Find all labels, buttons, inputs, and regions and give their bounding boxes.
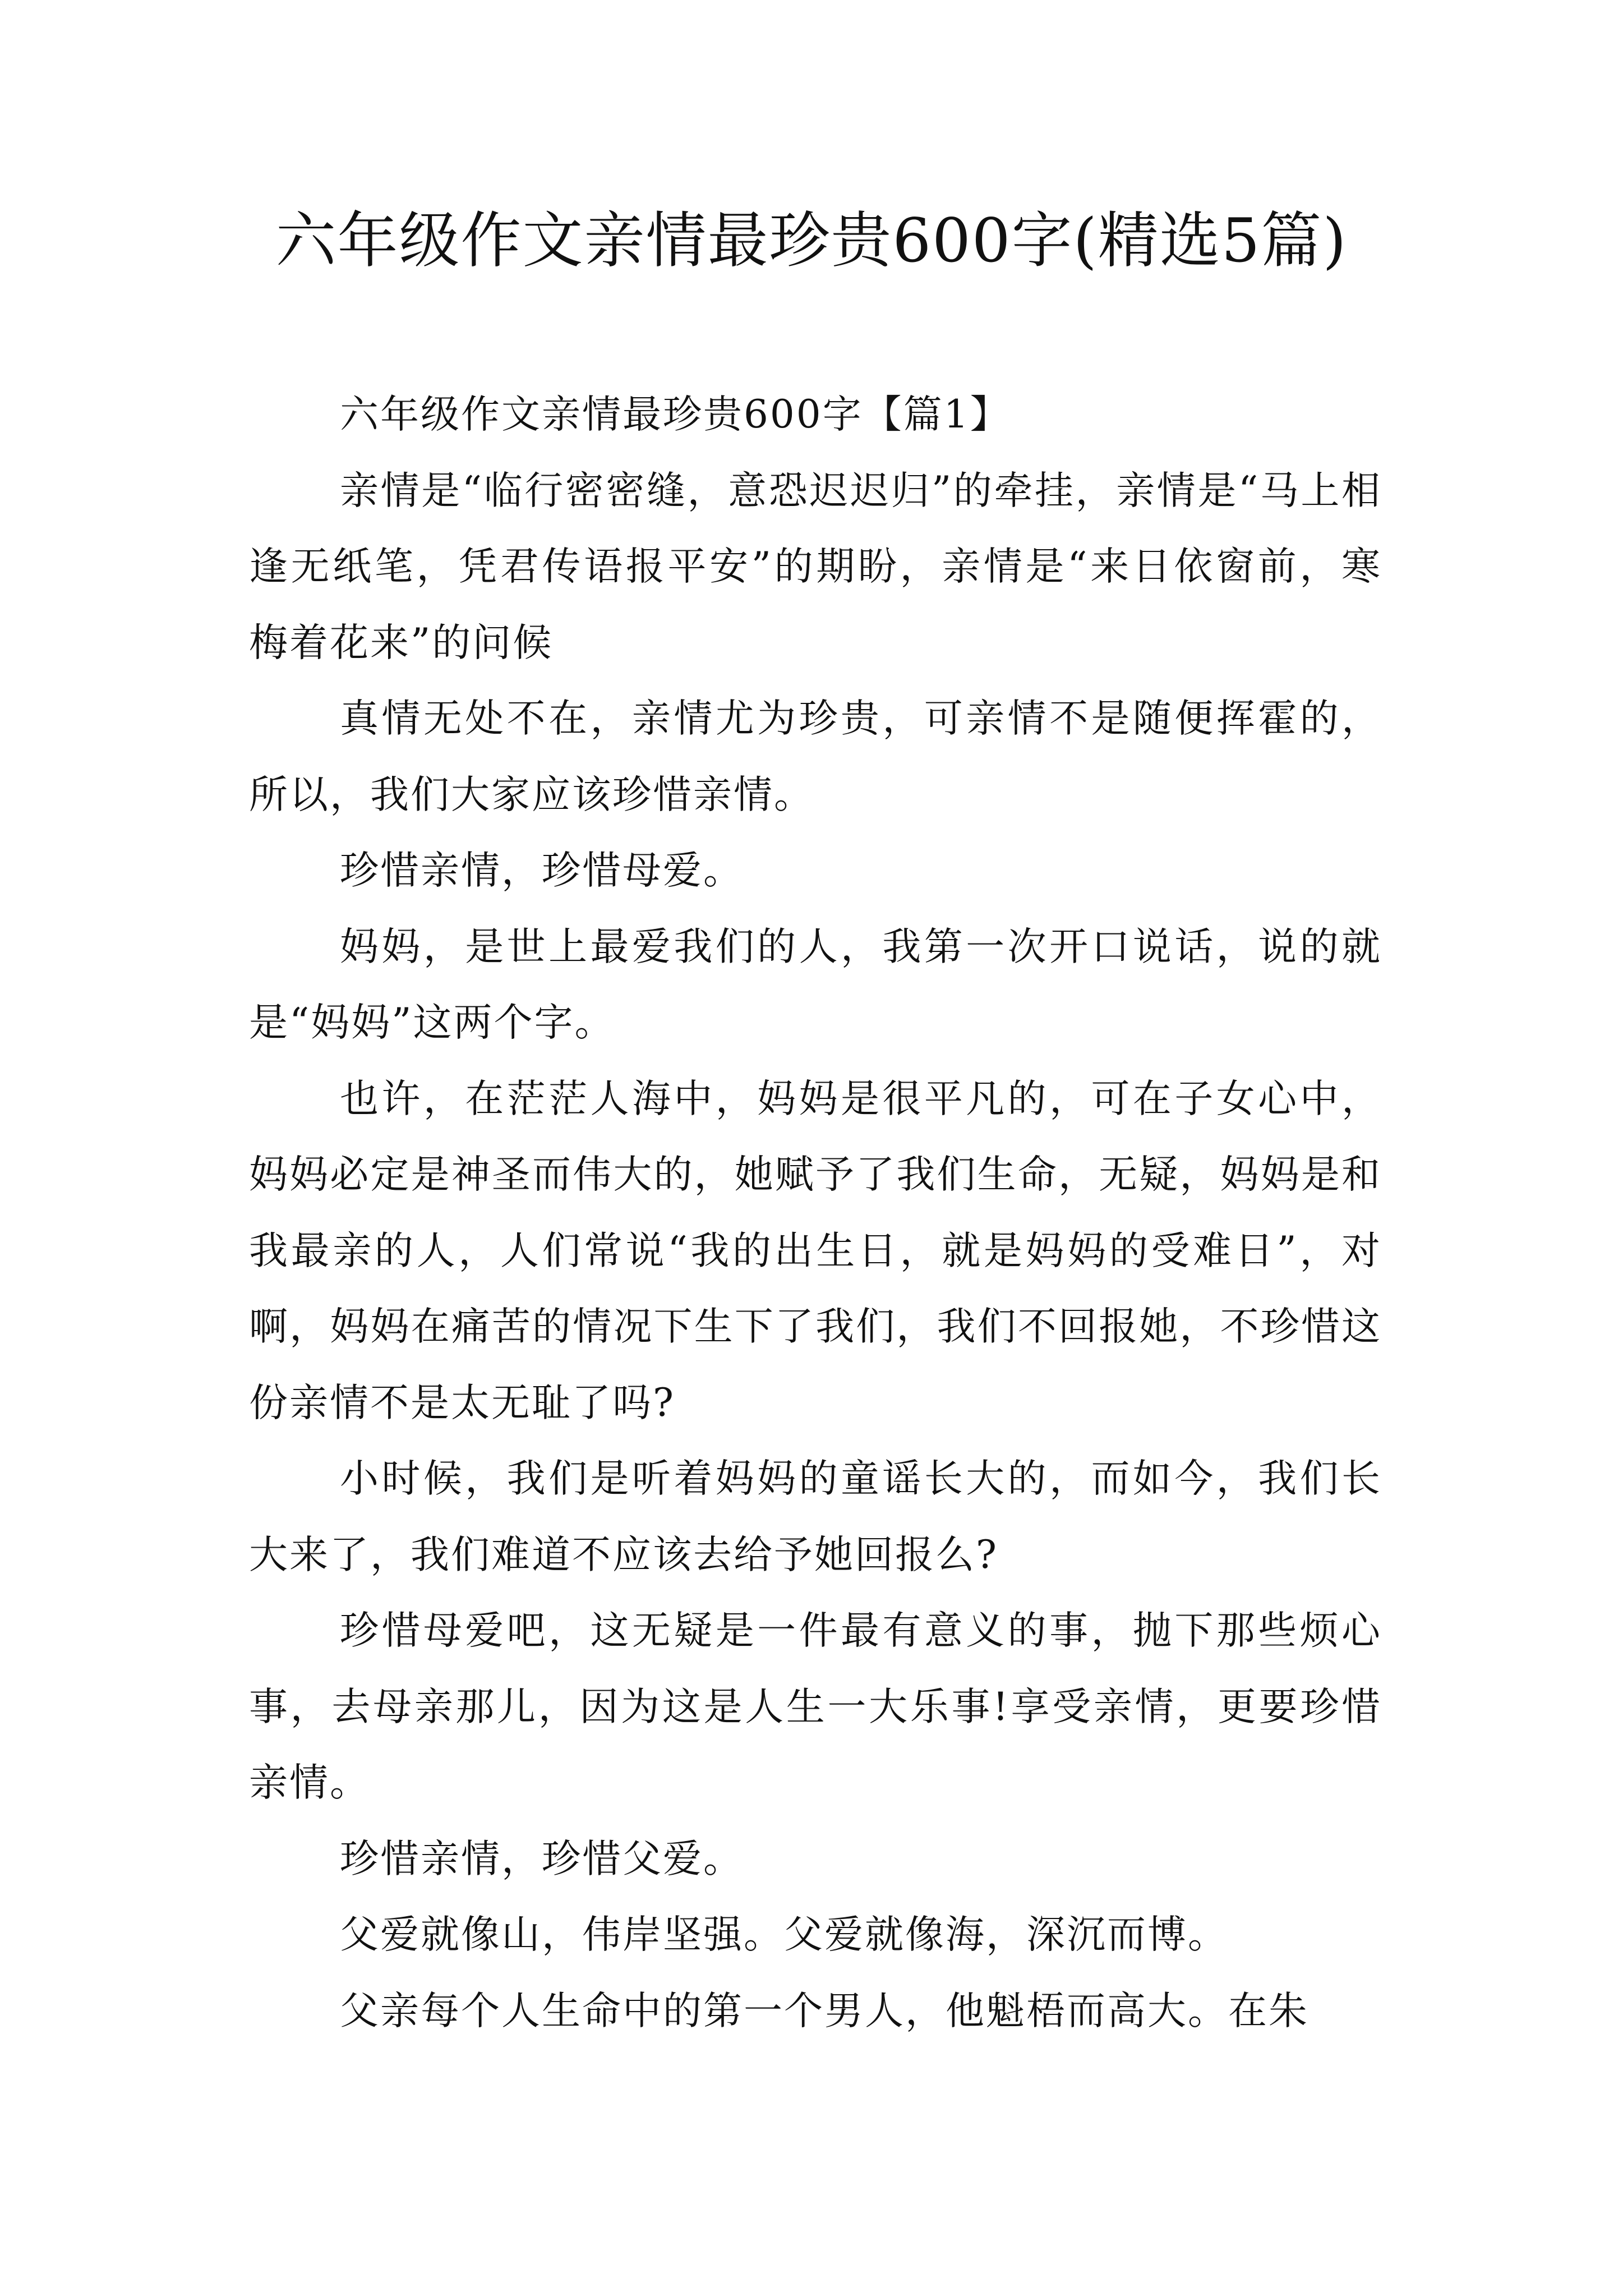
paragraph: 珍惜母爱吧，这无疑是一件最有意义的事，抛下那些烦心事，去母亲那儿，因为这是人生一大乐事!享受亲情，更要珍惜亲情。: [249, 1608, 1382, 1805]
paragraph: 珍惜亲情，珍惜父爱。: [340, 1836, 744, 1881]
document-body: [249, 377, 1382, 2049]
document-title: 六年级作文亲情最珍贵600字(精选5篇): [275, 206, 1348, 276]
paragraph: 父亲每个人生命中的第一个男人，他魁梧而高大。在朱: [340, 1988, 1309, 2033]
paragraph: 真情无处不在，亲情尤为珍贵，可亲情不是随便挥霍的，所以，我们大家应该珍惜亲情。: [249, 696, 1382, 817]
paragraph-section-heading: 六年级作文亲情最珍贵600字【篇1】: [340, 392, 1011, 437]
paragraph: 珍惜亲情，珍惜母爱。: [340, 848, 744, 893]
paragraph: 妈妈，是世上最爱我们的人，我第一次开口说话，说的就是“妈妈”这两个字。: [249, 924, 1382, 1045]
paragraph: 也许，在茫茫人海中，妈妈是很平凡的，可在子女心中，妈妈必定是神圣而伟大的，她赋予了我们生命，无疑，妈妈是和我最亲的人，人们常说“我的出生日，就是妈妈的受难日”，对啊，妈妈在痛苦的情况下生下了我们，我们不回报她，不珍惜这份亲情不是太无耻了吗?: [249, 1076, 1382, 1425]
paragraph: 小时候，我们是听着妈妈的童谣长大的，而如今，我们长大来了，我们难道不应该去给予她回报么?: [249, 1456, 1382, 1577]
paragraph: 父爱就像山，伟岸坚强。父爱就像海，深沉而博。: [340, 1912, 1228, 1957]
paragraph: 亲情是“临行密密缝，意恐迟迟归”的牵挂，亲情是“马上相逢无纸笔，凭君传语报平安”的期盼，亲情是“来日依窗前，寒梅着花来”的问候: [249, 468, 1382, 665]
